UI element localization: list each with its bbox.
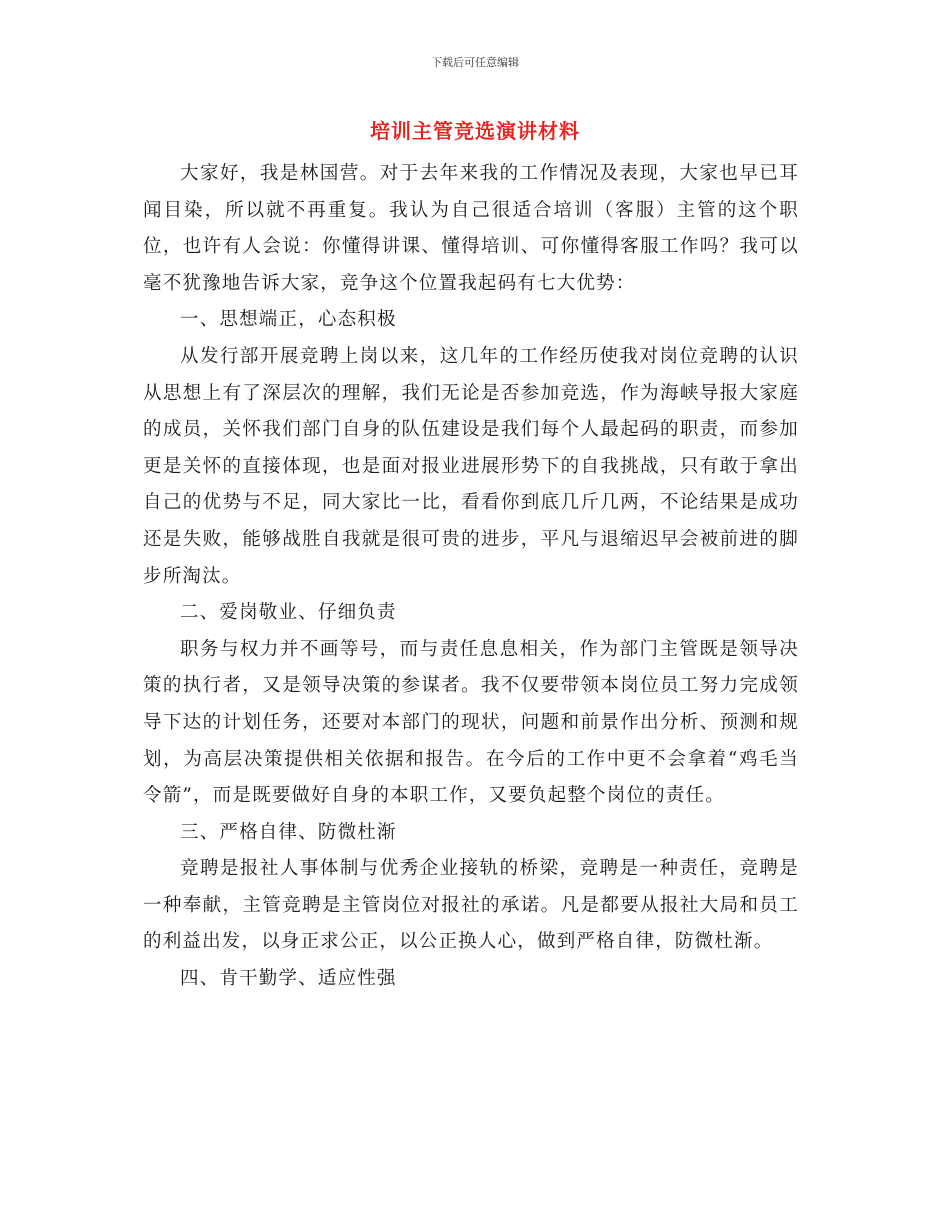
header-note: 下载后可任意编辑 — [431, 56, 519, 69]
paragraph-3: 竞聘是报社人事体制与优秀企业接轨的桥梁，竞聘是一种责任，竞聘是一种奉献，主管竞聘是主管岗位对报社的承诺。凡是都要从报社大局和员工的利益出发，以身正求公正，以公正换人心，做到严格自律，防微杜渐。 — [143, 858, 799, 953]
document-title: 培训主管竞选演讲材料 — [370, 119, 580, 143]
document-body — [143, 156, 799, 998]
section-heading-1: 一、思想端正，心态积极 — [180, 309, 397, 331]
paragraph-intro: 大家好，我是林国营。对于去年来我的工作情况及表现，大家也早已耳闻目染，所以就不再重复。我认为自己很适合培训（客服）主管的这个职位，也许有人会说：你懂得讲课、懂得培训、可你懂得客服工作吗？我可以毫不犹豫地告诉大家，竞争这个位置我起码有七大优势： — [143, 163, 799, 294]
section-heading-4: 四、肯干勤学、适应性强 — [180, 968, 397, 990]
paragraph-1: 从发行部开展竞聘上岗以来，这几年的工作经历使我对岗位竞聘的认识从思想上有了深层次的理解，我们无论是否参加竞选，作为海峡导报大家庭的成员，关怀我们部门自身的队伍建设是我们每个人最起码的职责，而参加更是关怀的直接体现，也是面对报业进展形势下的自我挑战，只有敢于拿出自己的优势与不足，同大家比一比，看看你到底几斤几两，不论结果是成功还是失败，能够战胜自我就是很可贵的进步，平凡与退缩迟早会被前进的脚步所淘汰。 — [143, 345, 799, 587]
section-heading-2: 二、爱岗敬业、仔细负责 — [180, 602, 397, 624]
paragraph-2: 职务与权力并不画等号，而与责任息息相关，作为部门主管既是领导决策的执行者，又是领导决策的参谋者。我不仅要带领本岗位员工努力完成领导下达的计划任务，还要对本部门的现状，问题和前景作出分析、预测和规划，为高层决策提供相关依据和报告。在今后的工作中更不会拿着“鸡毛当令箭”，而是既要做好自身的本职工作，又要负起整个岗位的责任。 — [143, 638, 799, 807]
section-heading-3: 三、严格自律、防微杜渐 — [180, 821, 397, 843]
